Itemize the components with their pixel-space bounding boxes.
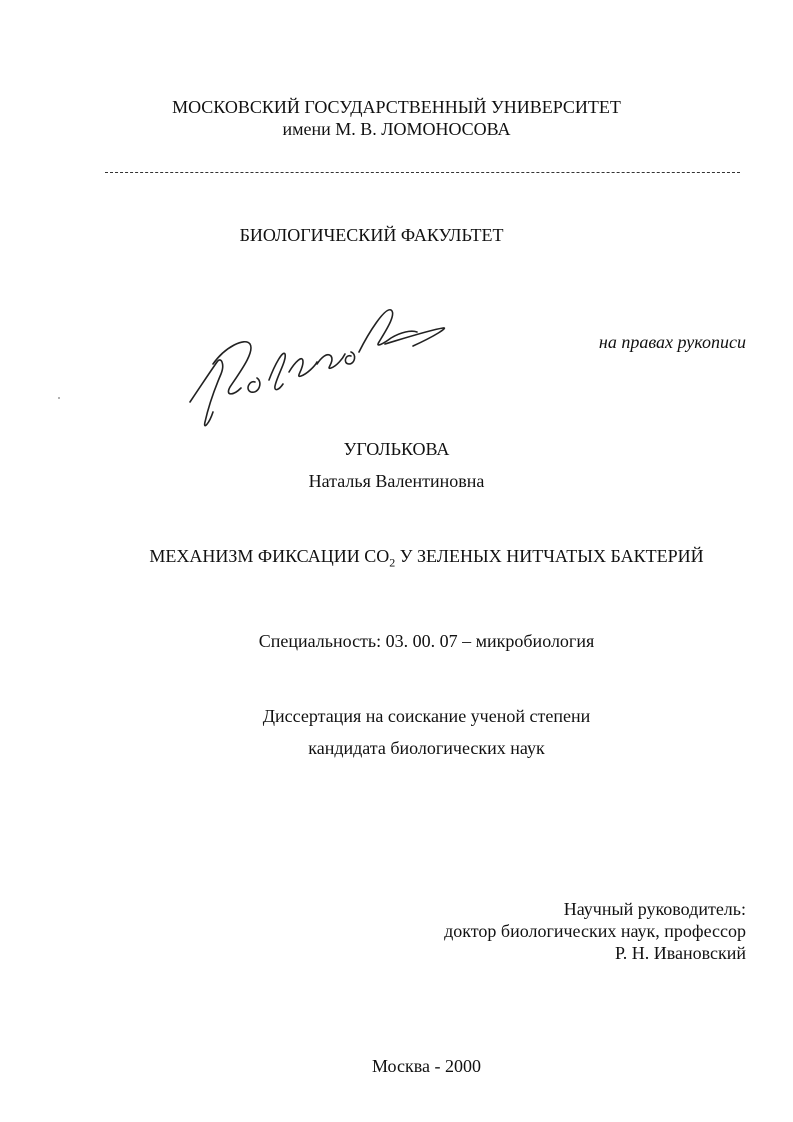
signature-text: Угольков	[185, 292, 189, 293]
university-named-after: имени М. В. ЛОМОНОСОВА	[282, 119, 511, 139]
degree-line-1: Диссертация на соискание ученой степени	[262, 706, 591, 726]
degree-line-2: кандидата биологических наук	[308, 738, 545, 758]
title-subscript: 2	[389, 555, 396, 570]
author-name: Наталья Валентиновна	[308, 471, 485, 491]
title-before: МЕХАНИЗМ ФИКСАЦИИ CO	[149, 546, 390, 566]
manuscript-note: на правах рукописи	[598, 332, 746, 352]
title-after: У ЗЕЛЕНЫХ НИТЧАТЫХ БАКТЕРИЙ	[395, 546, 704, 566]
supervisor-credentials: доктор биологических наук, профессор	[444, 921, 746, 941]
faculty-name: БИОЛОГИЧЕСКИЙ ФАКУЛЬТЕТ	[239, 225, 504, 245]
handwritten-signature	[185, 292, 455, 437]
author-surname: УГОЛЬКОВА	[343, 439, 450, 459]
scan-speck	[58, 397, 60, 399]
specialty: Специальность: 03. 00. 07 – микробиология	[258, 631, 595, 651]
city-year: Москва - 2000	[372, 1056, 481, 1076]
dissertation-title	[30, 545, 793, 570]
supervisor-label: Научный руководитель:	[563, 899, 746, 919]
header-divider	[105, 172, 740, 173]
supervisor-name: Р. Н. Ивановский	[614, 943, 746, 963]
university-name: МОСКОВСКИЙ ГОСУДАРСТВЕННЫЙ УНИВЕРСИТЕТ	[172, 97, 621, 117]
